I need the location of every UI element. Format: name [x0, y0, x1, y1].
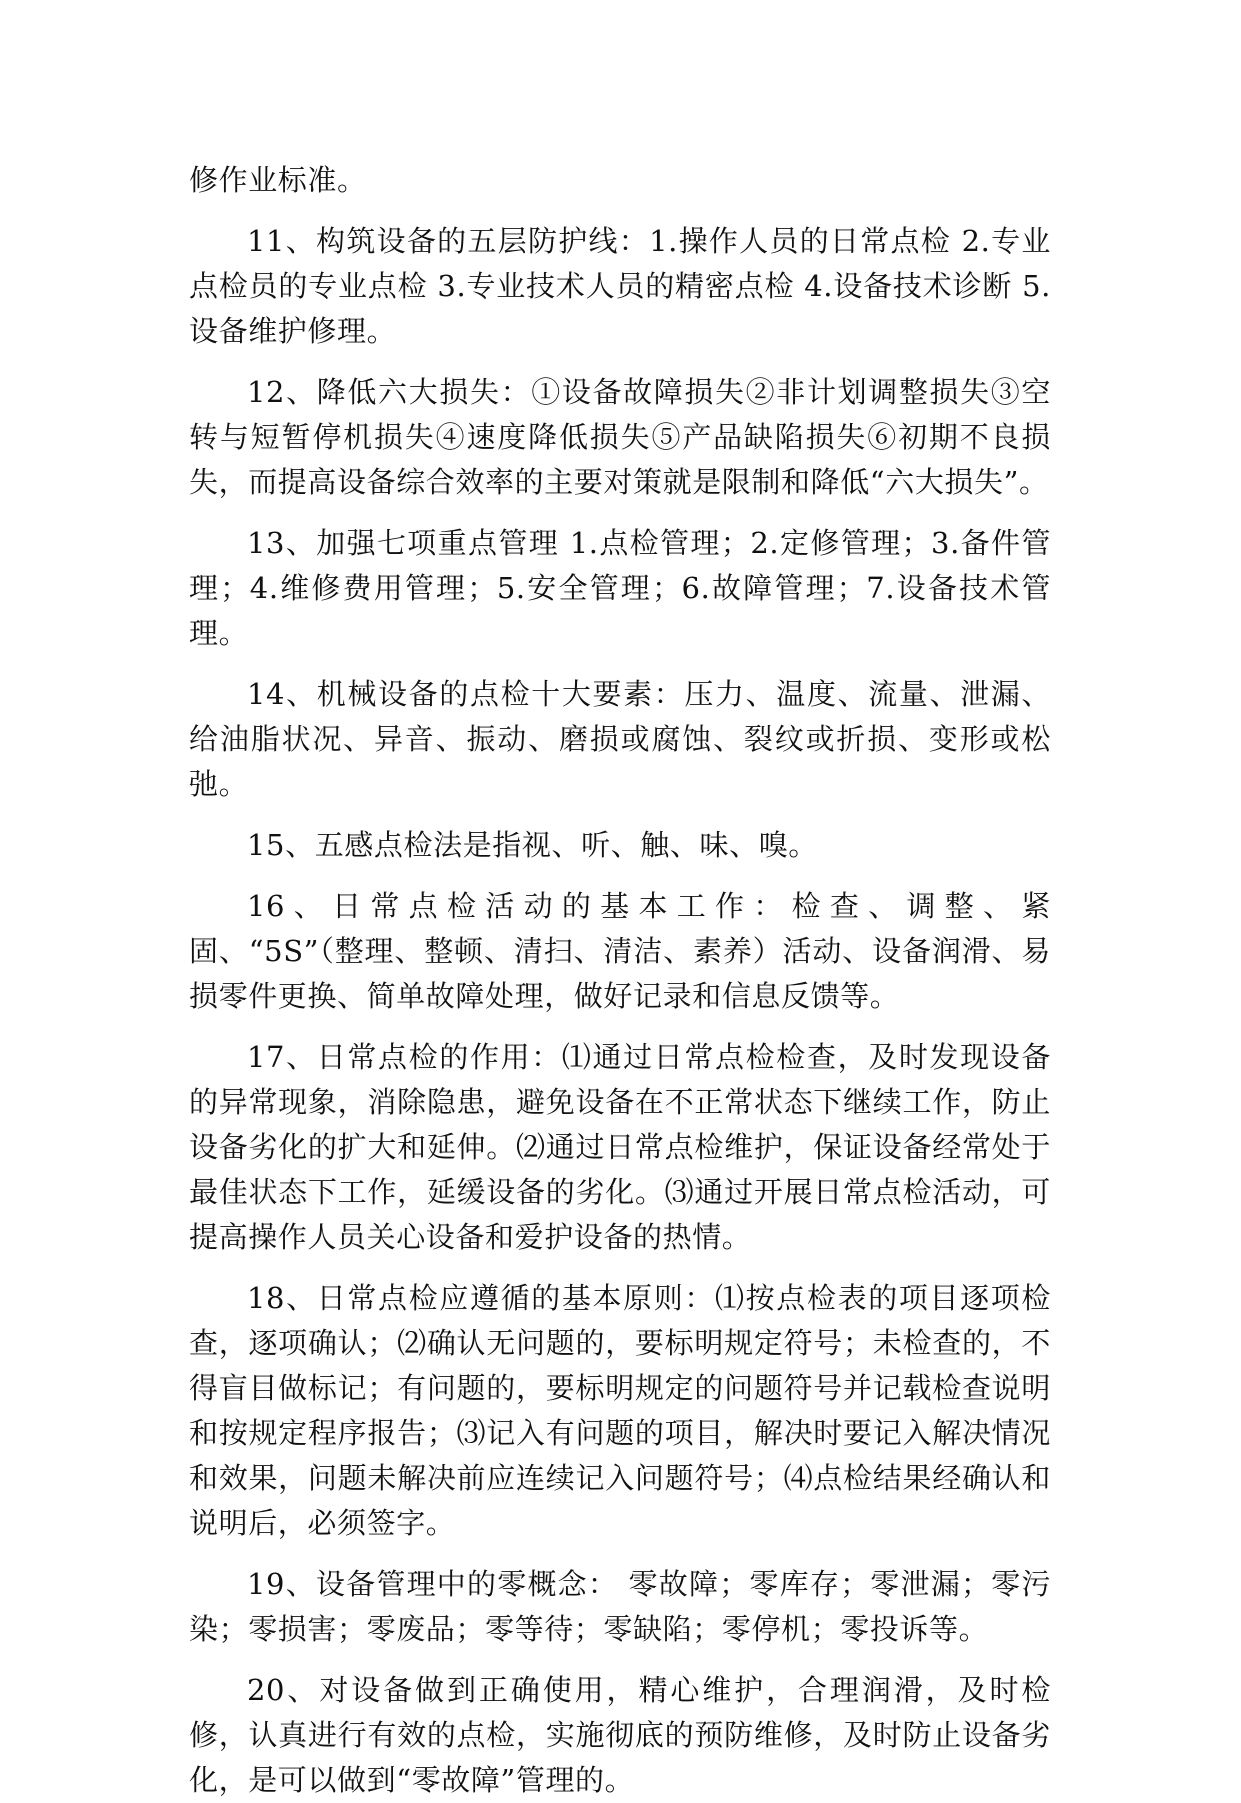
paragraph-item-11: 11、构筑设备的五层防护线：1.操作人员的日常点检 2.专业点检员的专业点检 3.专业技术人员的精密点检 4.设备技术诊断 5.设备维护修理。: [189, 224, 1051, 348]
paragraph-item-14: 14、机械设备的点检十大要素：压力、温度、流量、泄漏、给油脂状况、异音、振动、磨损或腐蚀、裂纹或折损、变形或松弛。: [189, 677, 1051, 801]
paragraph-item-18: 18、日常点检应遵循的基本原则：⑴按点检表的项目逐项检查，逐项确认；⑵确认无问题的，要标明规定符号；未检查的，不得盲目做标记；有问题的，要标明规定的问题符号并记载检查说明和按规定程序报告；⑶记入有问题的项目，解决时要记入解决情况和效果，问题未解决前应连续记入问题符号；⑷点检结果经确认和说明后，必须签字。: [189, 1281, 1051, 1540]
paragraph-item-13: 13、加强七项重点管理 1.点检管理；2.定修管理；3.备件管理；4.维修费用管理；5.安全管理；6.故障管理；7.设备技术管理。: [189, 526, 1051, 650]
paragraph-item-16: 16、日常点检活动的基本工作：检查、调整、紧固、“5S”（整理、整顿、清扫、清洁、素养）活动、设备润滑、易损零件更换、简单故障处理，做好记录和信息反馈等。: [189, 889, 1051, 1013]
paragraph-continuation: 修作业标准。: [189, 163, 367, 197]
paragraph-item-12: 12、降低六大损失：①设备故障损失②非计划调整损失③空转与短暂停机损失④速度降低损失⑤产品缺陷损失⑥初期不良损失，而提高设备综合效率的主要对策就是限制和降低“六大损失”。: [189, 375, 1051, 499]
paragraph-item-19: 19、设备管理中的零概念： 零故障；零库存；零泄漏；零污染；零损害；零废品；零等待；零缺陷；零停机；零投诉等。: [189, 1567, 1051, 1646]
paragraph-item-20: 20、对设备做到正确使用，精心维护，合理润滑，及时检修，认真进行有效的点检，实施彻底的预防维修，及时防止设备劣化，是可以做到“零故障”管理的。: [189, 1673, 1051, 1797]
document-body: [189, 158, 1051, 1803]
paragraph-item-15: 15、五感点检法是指视、听、触、味、嗅。: [247, 828, 818, 862]
paragraph-item-17: 17、日常点检的作用：⑴通过日常点检检查，及时发现设备的异常现象，消除隐患，避免设备在不正常状态下继续工作，防止设备劣化的扩大和延伸。⑵通过日常点检维护，保证设备经常处于最佳状态下工作，延缓设备的劣化。⑶通过开展日常点检活动，可提高操作人员关心设备和爱护设备的热情。: [189, 1040, 1051, 1254]
